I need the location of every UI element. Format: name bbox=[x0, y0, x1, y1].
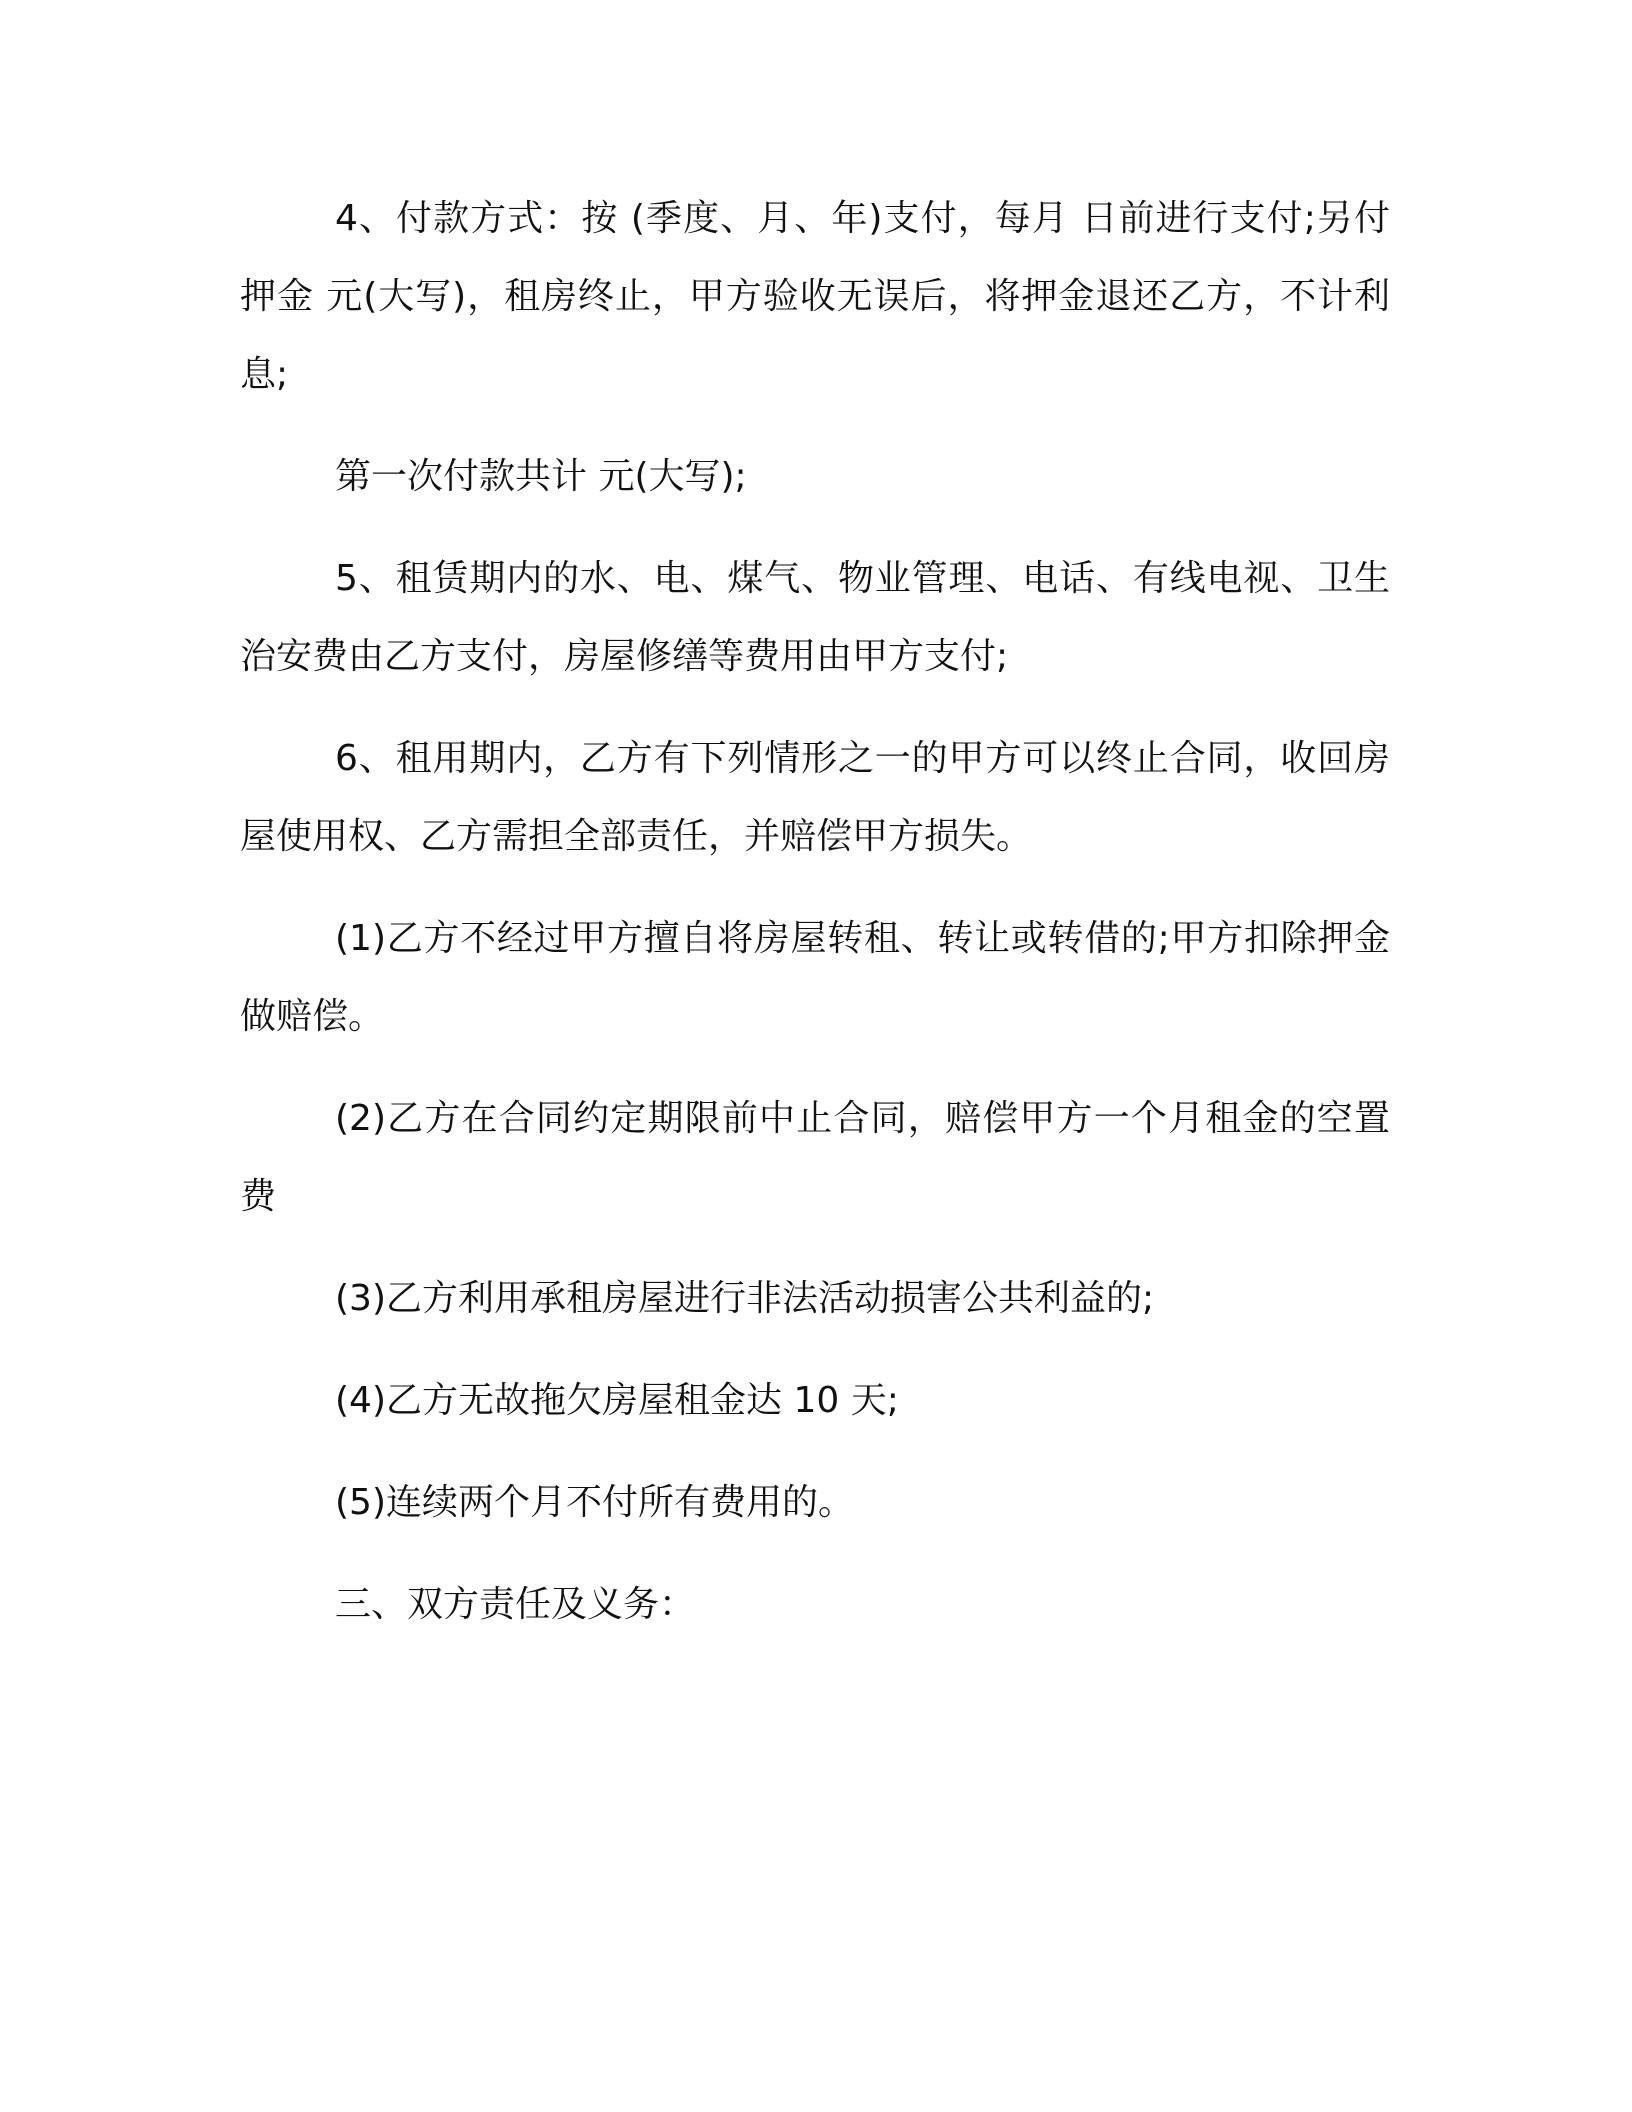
section-heading-responsibilities: 三、双方责任及义务： bbox=[335, 1584, 696, 1625]
paragraph-item-1: (1)乙方不经过甲方擅自将房屋转租、转让或转借的;甲方扣除押金做赔偿。 bbox=[240, 918, 1390, 1037]
paragraph-item-4: (4)乙方无故拖欠房屋租金达 10 天; bbox=[335, 1380, 899, 1421]
document-body bbox=[240, 180, 1390, 1668]
paragraph-utilities: 5、租赁期内的水、电、煤气、物业管理、电话、有线电视、卫生治安费由乙方支付，房屋修缮等费用由甲方支付; bbox=[240, 558, 1390, 677]
paragraph-item-2: (2)乙方在合同约定期限前中止合同，赔偿甲方一个月租金的空置费 bbox=[240, 1098, 1390, 1217]
paragraph-item-5: (5)连续两个月不付所有费用的。 bbox=[335, 1482, 854, 1523]
paragraph-item-3: (3)乙方利用承租房屋进行非法活动损害公共利益的; bbox=[335, 1278, 1155, 1319]
paragraph-termination: 6、租用期内，乙方有下列情形之一的甲方可以终止合同，收回房屋使用权、乙方需担全部责任，并赔偿甲方损失。 bbox=[240, 738, 1390, 857]
paragraph-payment-method: 4、付款方式：按 (季度、月、年)支付，每月 日前进行支付;另付押金 元(大写)，租房终止，甲方验收无误后，将押金退还乙方，不计利息; bbox=[240, 198, 1390, 395]
paragraph-first-payment: 第一次付款共计 元(大写); bbox=[335, 456, 747, 497]
